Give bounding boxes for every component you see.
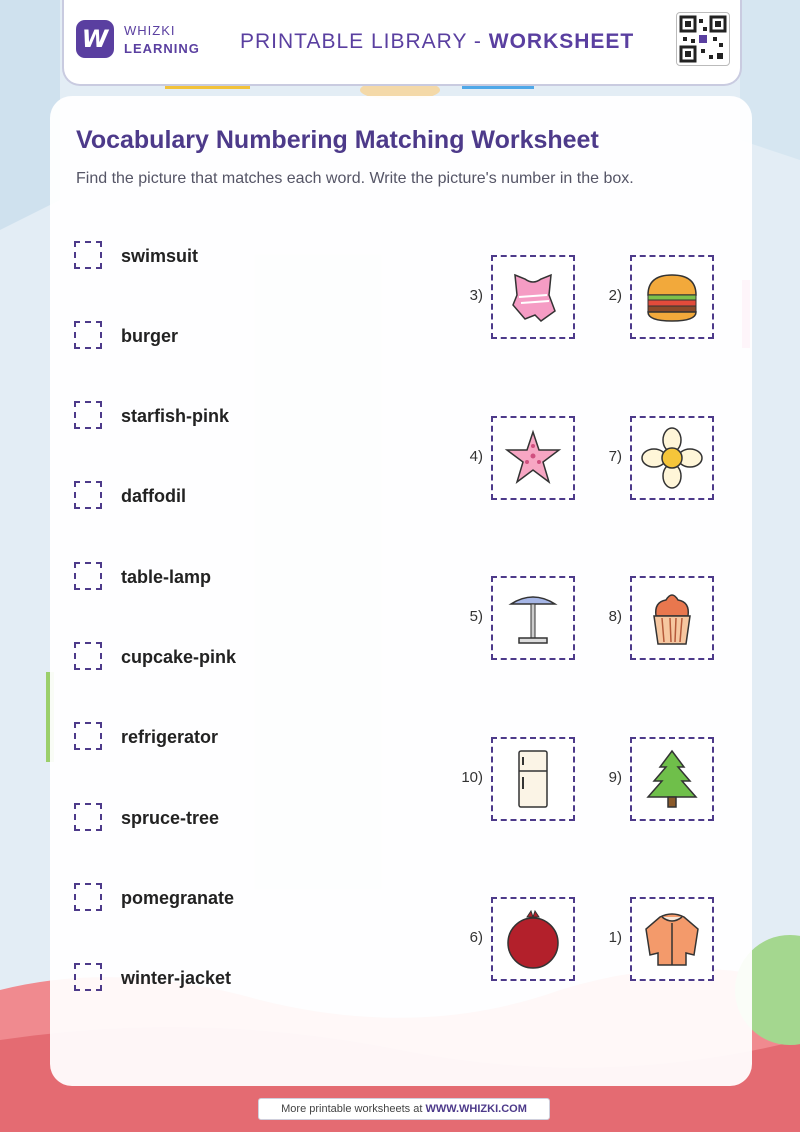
- picture-card: [469, 255, 575, 339]
- word-label: spruce-tree: [121, 808, 220, 828]
- picture-card: [469, 416, 575, 500]
- picture-number: 7): [608, 448, 622, 465]
- picture-card: [461, 737, 575, 821]
- header-title: [240, 30, 634, 54]
- header-title-bold: WORKSHEET: [488, 30, 635, 53]
- site-header: [62, 0, 742, 86]
- word-label: refrigerator: [121, 727, 219, 747]
- brand-name: [124, 22, 200, 58]
- burger-icon: [640, 265, 704, 329]
- picture-card: [608, 576, 714, 660]
- picture-card: [469, 576, 575, 660]
- header-title-prefix: PRINTABLE LIBRARY -: [240, 30, 489, 53]
- word-label: daffodil: [121, 486, 186, 506]
- swimsuit-icon: [501, 265, 565, 329]
- picture-card: [469, 897, 575, 981]
- pomegranate-icon: [501, 907, 565, 971]
- brand-name-line1: WHIZKI: [124, 23, 176, 38]
- word-label: starfish-pink: [121, 406, 230, 426]
- daffodil-icon: [640, 426, 704, 490]
- answer-box[interactable]: [74, 401, 102, 429]
- answer-box[interactable]: [74, 883, 102, 911]
- qr-code-icon: [676, 12, 730, 66]
- answer-box[interactable]: [74, 321, 102, 349]
- picture-number: 9): [608, 769, 622, 786]
- answer-box[interactable]: [74, 562, 102, 590]
- picture-card: [608, 255, 714, 339]
- picture-card: [608, 737, 714, 821]
- picture-number: 10): [461, 769, 483, 786]
- answer-box[interactable]: [74, 803, 102, 831]
- picture-number: 3): [469, 287, 483, 304]
- word-label: swimsuit: [121, 246, 199, 266]
- picture-number: 1): [608, 929, 622, 946]
- word-label: pomegranate: [121, 888, 235, 908]
- answer-box[interactable]: [74, 963, 102, 991]
- table-lamp-icon: [501, 586, 565, 650]
- whizki-logo: W: [76, 20, 114, 58]
- word-label: burger: [121, 326, 179, 346]
- picture-number: 8): [608, 608, 622, 625]
- picture-number: 6): [469, 929, 483, 946]
- picture-number: 5): [469, 608, 483, 625]
- starfish-icon: [501, 426, 565, 490]
- word-label: table-lamp: [121, 567, 212, 587]
- spruce-tree-icon: [640, 747, 704, 811]
- cupcake-icon: [640, 586, 704, 650]
- picture-card: [608, 897, 714, 981]
- footer-link[interactable]: WWW.WHIZKI.COM: [425, 1103, 527, 1115]
- answer-box[interactable]: [74, 481, 102, 509]
- picture-number: 2): [608, 287, 622, 304]
- word-label: cupcake-pink: [121, 647, 237, 667]
- footer-banner: [258, 1098, 550, 1120]
- answer-box[interactable]: [74, 241, 102, 269]
- answer-box[interactable]: [74, 642, 102, 670]
- footer-text: More printable worksheets at: [281, 1103, 426, 1115]
- winter-jacket-icon: [640, 907, 704, 971]
- picture-card: [608, 416, 714, 500]
- refrigerator-icon: [501, 747, 565, 811]
- picture-number: 4): [469, 448, 483, 465]
- answer-box[interactable]: [74, 722, 102, 750]
- worksheet-instructions: Find the picture that matches each word. Write the picture's number in the box.: [76, 170, 634, 187]
- word-label: winter-jacket: [121, 968, 232, 988]
- worksheet-title: Vocabulary Numbering Matching Worksheet: [76, 126, 599, 154]
- brand-name-line2: LEARNING: [124, 41, 200, 56]
